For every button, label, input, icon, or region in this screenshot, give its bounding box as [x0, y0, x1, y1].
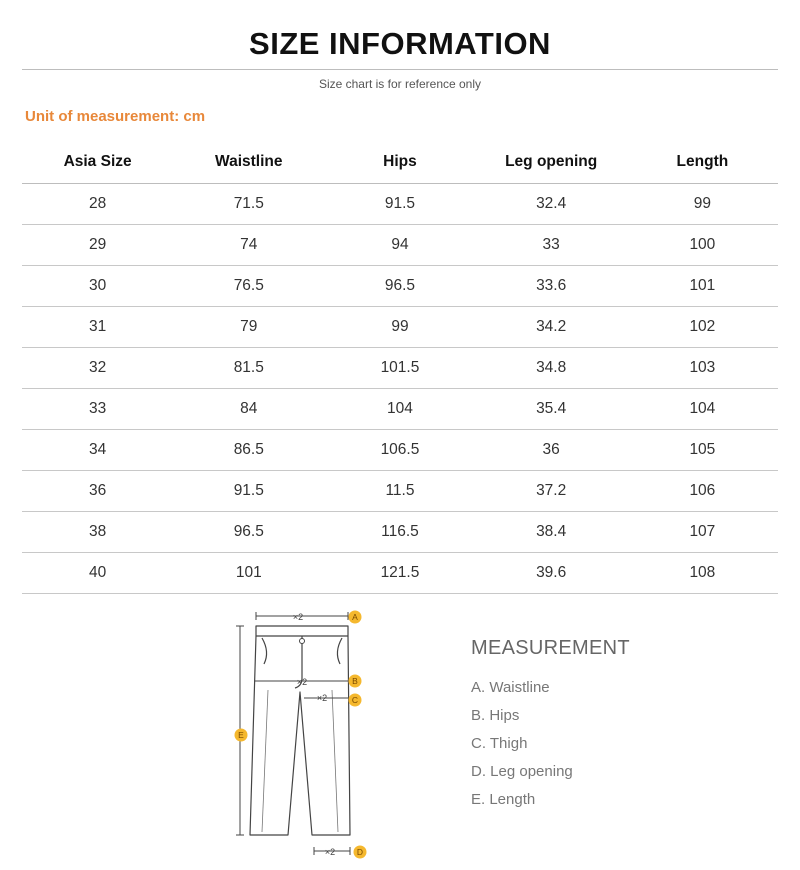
marker-e — [235, 729, 248, 742]
list-item: D. Leg opening — [471, 763, 573, 780]
table-row — [22, 307, 778, 348]
table-cell: 116.5 — [324, 512, 475, 553]
table-cell: 34.2 — [476, 307, 627, 348]
table-cell: 28 — [22, 184, 173, 225]
marker-label: D — [356, 847, 364, 857]
size-table — [22, 141, 778, 594]
table-cell: 106 — [627, 471, 778, 512]
list-item: A. Waistline — [471, 679, 550, 696]
table-cell: 84 — [173, 389, 324, 430]
multiplier-label: ×2 — [316, 693, 328, 703]
column-header: Asia Size — [22, 141, 173, 184]
table-cell: 81.5 — [173, 348, 324, 389]
table-cell: 32.4 — [476, 184, 627, 225]
table-cell: 104 — [627, 389, 778, 430]
table-cell: 11.5 — [324, 471, 475, 512]
table-cell: 101 — [173, 553, 324, 594]
marker-d — [354, 846, 367, 859]
table-cell: 107 — [627, 512, 778, 553]
table-cell: 104 — [324, 389, 475, 430]
table-row — [22, 184, 778, 225]
table-cell: 31 — [22, 307, 173, 348]
marker-a — [349, 611, 362, 624]
table-cell: 102 — [627, 307, 778, 348]
table-cell: 35.4 — [476, 389, 627, 430]
table-cell: 96.5 — [324, 266, 475, 307]
table-cell: 101 — [627, 266, 778, 307]
marker-label: C — [351, 695, 359, 705]
list-item: B. Hips — [471, 707, 520, 724]
table-cell: 79 — [173, 307, 324, 348]
column-header: Length — [627, 141, 778, 184]
table-row — [22, 553, 778, 594]
table-cell: 86.5 — [173, 430, 324, 471]
marker-b — [349, 675, 362, 688]
table-cell: 38 — [22, 512, 173, 553]
table-cell: 106.5 — [324, 430, 475, 471]
table-row — [22, 389, 778, 430]
table-row — [22, 266, 778, 307]
list-item: E. Length — [471, 791, 536, 808]
table-cell: 37.2 — [476, 471, 627, 512]
pants-outline-icon — [222, 600, 372, 865]
table-cell: 103 — [627, 348, 778, 389]
table-cell: 30 — [22, 266, 173, 307]
table-row — [22, 430, 778, 471]
table-cell: 91.5 — [173, 471, 324, 512]
table-cell: 96.5 — [173, 512, 324, 553]
table-cell: 34 — [22, 430, 173, 471]
table-row — [22, 471, 778, 512]
table-row — [22, 512, 778, 553]
table-cell: 74 — [173, 225, 324, 266]
marker-c — [349, 694, 362, 707]
marker-label: B — [352, 676, 358, 686]
table-cell: 34.8 — [476, 348, 627, 389]
table-row — [22, 348, 778, 389]
table-cell: 33 — [476, 225, 627, 266]
measurement-title: MEASUREMENT — [471, 637, 630, 659]
table-cell: 99 — [627, 184, 778, 225]
table-header-row — [22, 141, 778, 184]
measurement-list — [471, 678, 573, 818]
multiplier-label: ×2 — [292, 612, 304, 622]
table-cell: 108 — [627, 553, 778, 594]
table-cell: 36 — [476, 430, 627, 471]
table-row — [22, 225, 778, 266]
table-cell: 33 — [22, 389, 173, 430]
table-cell: 71.5 — [173, 184, 324, 225]
table-cell: 76.5 — [173, 266, 324, 307]
table-cell: 32 — [22, 348, 173, 389]
multiplier-label: ×2 — [296, 677, 308, 687]
table-cell: 40 — [22, 553, 173, 594]
table-cell: 36 — [22, 471, 173, 512]
table-cell: 39.6 — [476, 553, 627, 594]
table-cell: 99 — [324, 307, 475, 348]
list-item: C. Thigh — [471, 735, 528, 752]
table-cell: 38.4 — [476, 512, 627, 553]
table-cell: 91.5 — [324, 184, 475, 225]
multiplier-label: ×2 — [324, 847, 336, 857]
column-header: Hips — [324, 141, 475, 184]
column-header: Waistline — [173, 141, 324, 184]
table-cell: 100 — [627, 225, 778, 266]
table-cell: 121.5 — [324, 553, 475, 594]
title-divider — [22, 69, 778, 70]
table-cell: 105 — [627, 430, 778, 471]
marker-label: E — [238, 730, 244, 740]
table-cell: 101.5 — [324, 348, 475, 389]
reference-note: Size chart is for reference only — [318, 77, 482, 91]
marker-label: A — [352, 612, 358, 622]
page-title: SIZE INFORMATION — [249, 26, 551, 61]
column-header: Leg opening — [476, 141, 627, 184]
table-cell: 94 — [324, 225, 475, 266]
table-cell: 33.6 — [476, 266, 627, 307]
table-cell: 29 — [22, 225, 173, 266]
unit-note: Unit of measurement: cm — [25, 108, 206, 125]
